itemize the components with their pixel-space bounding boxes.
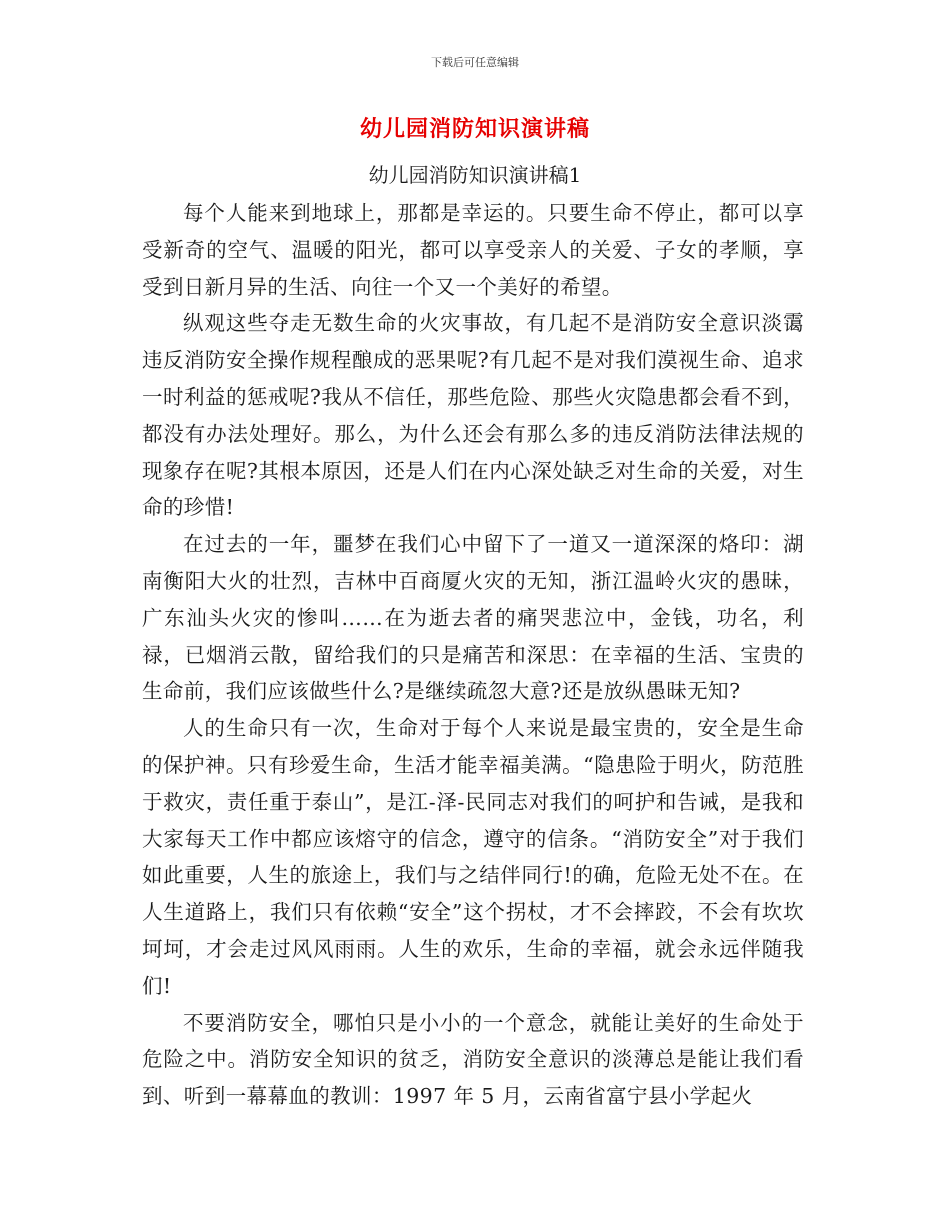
body-text: [142, 195, 804, 1115]
paragraph-3: 在过去的一年，噩梦在我们心中留下了一道又一道深深的烙印：湖南衡阳大火的壮烈，吉林中百商厦火灾的无知，浙江温岭火灾的愚昧，广东汕头火灾的惨叫……在为逝去者的痛哭悲泣中，金钱，功名，利禄，已烟消云散，留给我们的只是痛苦和深思：在幸福的生活、宝贵的生命前，我们应该做些什么?是继续疏忽大意?还是放纵愚昧无知?: [142, 532, 804, 704]
document-subtitle: 幼儿园消防知识演讲稿1: [368, 163, 582, 187]
document-title: 幼儿园消防知识演讲稿: [359, 117, 590, 142]
paragraph-5: 不要消防安全，哪怕只是小小的一个意念，就能让美好的生命处于危险之中。消防安全知识的贫乏，消防安全意识的淡薄总是能让我们看到、听到一幕幕血的教训：1997 年 5 月，云南省富宁县小学起火: [142, 1010, 804, 1109]
header-note: 下载后可任意编辑: [431, 56, 519, 69]
paragraph-2: 纵观这些夺走无数生命的火灾事故，有几起不是消防安全意识淡霭违反消防安全操作规程酿成的恶果呢?有几起不是对我们漠视生命、追求一时利益的惩戒呢?我从不信任，那些危险、那些火灾隐患都会看不到，都没有办法处理好。那么，为什么还会有那么多的违反消防法律法规的现象存在呢?其根本原因，还是人们在内心深处缺乏对生命的关爱，对生命的珍惜!: [142, 311, 804, 520]
paragraph-1: 每个人能来到地球上，那都是幸运的。只要生命不停止，都可以享受新奇的空气、温暖的阳光，都可以享受亲人的关爱、子女的孝顺，享受到日新月异的生活、向往一个又一个美好的希望。: [142, 201, 804, 299]
paragraph-4: 人的生命只有一次，生命对于每个人来说是最宝贵的，安全是生命的保护神。只有珍爱生命，生活才能幸福美满。“隐患险于明火，防范胜于救灾，责任重于泰山”，是江-泽-民同志对我们的呵护和告诫，是我和大家每天工作中都应该熔守的信念，遵守的信条。“消防安全”对于我们如此重要，人生的旅途上，我们与之结伴同行!的确，危险无处不在。在人生道路上，我们只有依赖“安全”这个拐杖，才不会摔跤，不会有坎坎坷坷，才会走过风风雨雨。人生的欢乐，生命的幸福，就会永远伴随我们!: [142, 716, 804, 998]
